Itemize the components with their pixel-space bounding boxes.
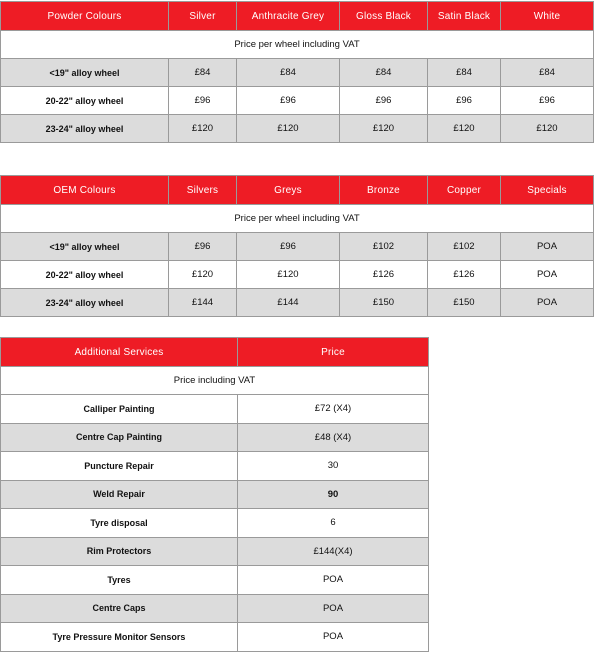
table-row: [1, 59, 594, 87]
table-row: [1, 289, 594, 317]
price-cell: £120: [169, 261, 237, 289]
powder-colours-table: [0, 1, 594, 143]
price-cell: £96: [428, 87, 501, 115]
price-cell: £120: [501, 115, 594, 143]
table-header-row: [1, 2, 594, 31]
service-price: £48 (X4): [238, 423, 429, 452]
row-label: 20-22" alloy wheel: [1, 261, 169, 289]
price-cell: £120: [237, 115, 340, 143]
price-cell: £120: [340, 115, 428, 143]
service-price: £72 (X4): [238, 395, 429, 424]
service-label: Calliper Painting: [1, 395, 238, 424]
price-cell: £126: [340, 261, 428, 289]
service-label: Puncture Repair: [1, 452, 238, 481]
price-cell: £144: [237, 289, 340, 317]
table-header-row: [1, 338, 429, 367]
header-copper: Copper: [428, 176, 501, 205]
price-cell: £84: [340, 59, 428, 87]
service-price: 6: [238, 509, 429, 538]
header-oem-colours: OEM Colours: [1, 176, 169, 205]
header-specials: Specials: [501, 176, 594, 205]
header-greys: Greys: [237, 176, 340, 205]
price-cell: POA: [501, 233, 594, 261]
table-subtitle: Price per wheel including VAT: [1, 31, 594, 59]
service-label: Tyre disposal: [1, 509, 238, 538]
price-cell: POA: [501, 261, 594, 289]
price-cell: £144: [169, 289, 237, 317]
price-cell: £96: [237, 87, 340, 115]
table-row: [1, 537, 429, 566]
service-price: POA: [238, 623, 429, 652]
row-label: 23-24" alloy wheel: [1, 115, 169, 143]
service-label: Rim Protectors: [1, 537, 238, 566]
header-anthracite-grey: Anthracite Grey: [237, 2, 340, 31]
service-price: 30: [238, 452, 429, 481]
row-label: <19" alloy wheel: [1, 233, 169, 261]
service-price: 90: [238, 480, 429, 509]
service-price: POA: [238, 594, 429, 623]
service-label: Tyre Pressure Monitor Sensors: [1, 623, 238, 652]
header-white: White: [501, 2, 594, 31]
table-row: [1, 594, 429, 623]
price-cell: £120: [237, 261, 340, 289]
row-label: <19" alloy wheel: [1, 59, 169, 87]
price-cell: £102: [340, 233, 428, 261]
table-subtitle: Price per wheel including VAT: [1, 205, 594, 233]
header-bronze: Bronze: [340, 176, 428, 205]
service-price: £144(X4): [238, 537, 429, 566]
header-additional-services: Additional Services: [1, 338, 238, 367]
price-cell: £96: [237, 233, 340, 261]
header-silvers: Silvers: [169, 176, 237, 205]
price-cell: £102: [428, 233, 501, 261]
price-cell: £96: [169, 87, 237, 115]
price-cell: £150: [340, 289, 428, 317]
table-subtitle: Price including VAT: [1, 367, 429, 395]
table-row: [1, 261, 594, 289]
table-row: [1, 233, 594, 261]
price-cell: £84: [169, 59, 237, 87]
table-row: [1, 509, 429, 538]
oem-colours-table: [0, 175, 594, 317]
table-row: [1, 87, 594, 115]
price-cell: £84: [237, 59, 340, 87]
table-row: [1, 480, 429, 509]
table-row: [1, 423, 429, 452]
price-cell: £84: [428, 59, 501, 87]
header-silver: Silver: [169, 2, 237, 31]
service-label: Centre Caps: [1, 594, 238, 623]
additional-services-table: [0, 337, 429, 652]
row-label: 23-24" alloy wheel: [1, 289, 169, 317]
price-cell: £120: [169, 115, 237, 143]
header-powder-colours: Powder Colours: [1, 2, 169, 31]
service-label: Tyres: [1, 566, 238, 595]
table-row: [1, 566, 429, 595]
table-row: [1, 115, 594, 143]
service-label: Weld Repair: [1, 480, 238, 509]
service-label: Centre Cap Painting: [1, 423, 238, 452]
table-row: [1, 623, 429, 652]
price-cell: £96: [501, 87, 594, 115]
price-cell: POA: [501, 289, 594, 317]
price-cell: £96: [340, 87, 428, 115]
price-cell: £120: [428, 115, 501, 143]
table-row: [1, 452, 429, 481]
header-price: Price: [238, 338, 429, 367]
price-cell: £126: [428, 261, 501, 289]
header-satin-black: Satin Black: [428, 2, 501, 31]
table-row: [1, 395, 429, 424]
row-label: 20-22" alloy wheel: [1, 87, 169, 115]
price-cell: £96: [169, 233, 237, 261]
header-gloss-black: Gloss Black: [340, 2, 428, 31]
price-cell: £84: [501, 59, 594, 87]
price-cell: £150: [428, 289, 501, 317]
service-price: POA: [238, 566, 429, 595]
table-header-row: [1, 176, 594, 205]
